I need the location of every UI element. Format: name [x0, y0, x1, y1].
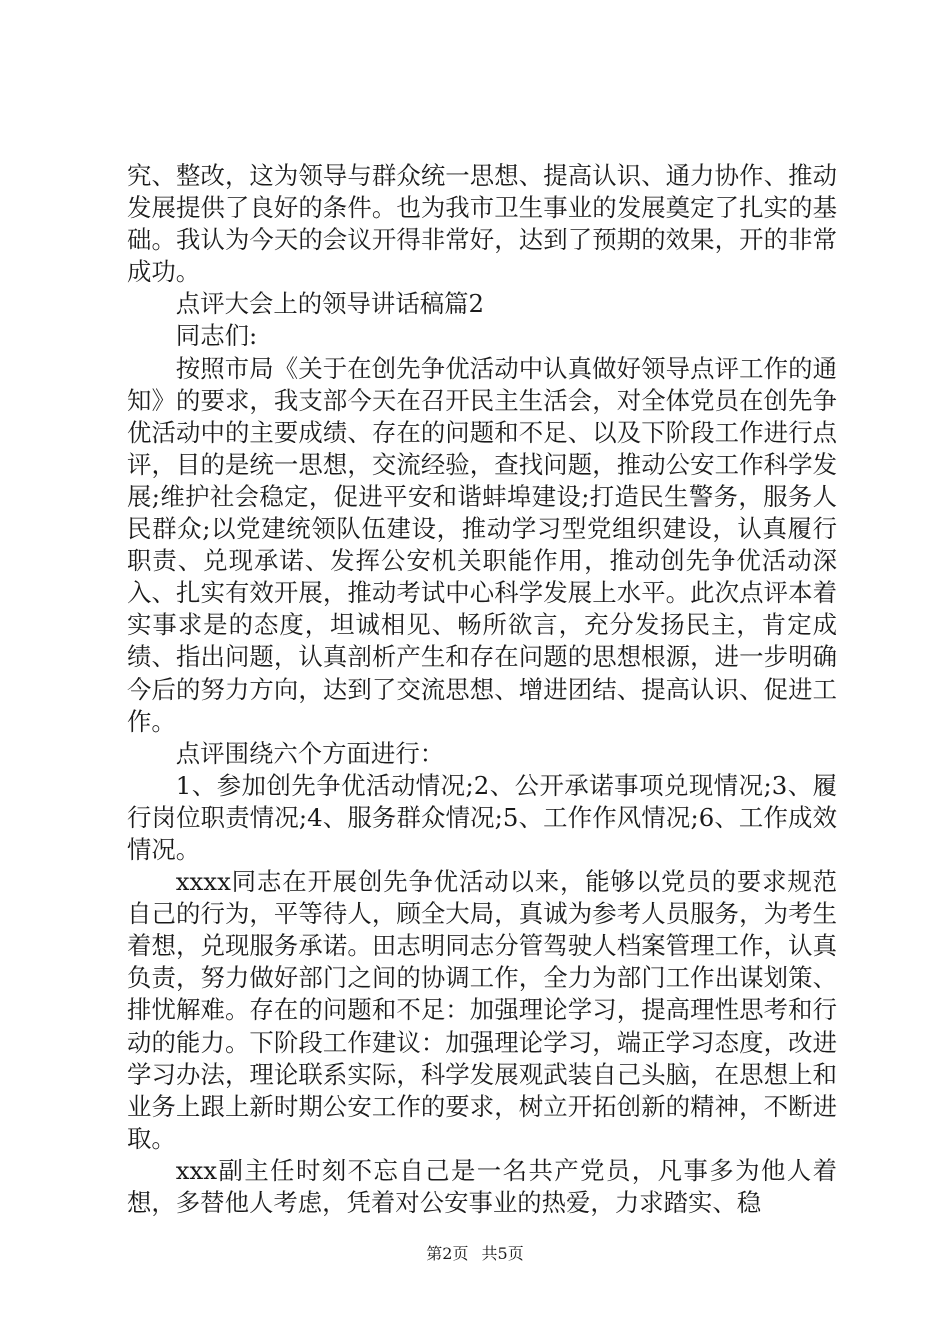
page-total: 共5页: [481, 1244, 524, 1263]
paragraph-7: xxxx同志在开展创先争优活动以来，能够以党员的要求规范自己的行为，平等待人，顾全大局，真诚为参考人员服务，为考生着想，兑现服务承诺。田志明同志分管驾驶人档案管理工作，认真负责，努力做好部门之间的协调工作，全力为部门工作出谋划策、排忧解难。存在的问题和不足：加强理论学习，提高理性思考和行动的能力。下阶段工作建议：加强理论学习，端正学习态度，改进学习办法，理论联系实际，科学发展观武装自己头脑，在思想上和业务上跟上新时期公安工作的要求，树立开拓创新的精神，不断进取。: [127, 867, 837, 1153]
page-footer: [0, 1244, 950, 1264]
paragraph-6: 1、参加创先争优活动情况;2、公开承诺事项兑现情况;3、履行岗位职责情况;4、服务群众情况;5、工作作风情况;6、工作成效情况。: [127, 770, 837, 864]
salutation: 同志们:: [175, 321, 258, 351]
paragraph-1: 究、整改，这为领导与群众统一思想、提高认识、通力协作、推动发展提供了良好的条件。也为我市卫生事业的发展奠定了扎实的基础。我认为今天的会议开得非常好，达到了预期的效果，开的非常成功。: [127, 161, 837, 287]
section-heading: 点评大会上的领导讲话稿篇2: [175, 289, 485, 319]
document-body: [127, 160, 837, 1219]
paragraph-4: 按照市局《关于在创先争优活动中认真做好领导点评工作的通知》的要求，我支部今天在召开民主生活会，对全体党员在创先争优活动中的主要成绩、存在的问题和不足、以及下阶段工作进行点评，目的是统一思想，交流经验，查找问题，推动公安工作科学发展;维护社会稳定，促进平安和谐蚌埠建设;打造民生警务，服务人民群众;以党建统领队伍建设，推动学习型党组织建设，认真履行职责、兑现承诺、发挥公安机关职能作用，推动创先争优活动深入、扎实有效开展，推动考试中心科学发展上水平。此次点评本着实事求是的态度，坦诚相见、畅所欲言，充分发扬民主，肯定成绩、指出问题，认真剖析产生和存在问题的思想根源，进一步明确今后的努力方向，达到了交流思想、增进团结、提高认识、促进工作。: [127, 353, 837, 736]
paragraph-5: 点评围绕六个方面进行：: [175, 738, 445, 768]
page-number: 第2页: [426, 1244, 469, 1263]
paragraph-8: xxx副主任时刻不忘自己是一名共产党员，凡事多为他人着想，多替他人考虑，凭着对公安事业的热爱，力求踏实、稳: [127, 1155, 837, 1217]
